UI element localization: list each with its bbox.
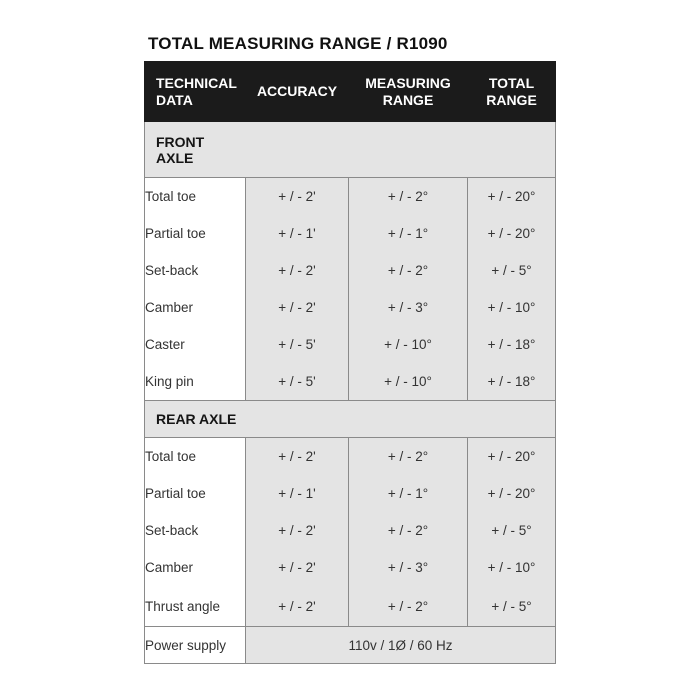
section-rear-axle [145, 401, 556, 438]
header-technical-data [145, 62, 246, 122]
table-row [145, 289, 556, 326]
total-range-value: + / - 20° [468, 438, 556, 476]
table-row [145, 363, 556, 401]
total-range-value: + / - 20° [468, 475, 556, 512]
table-row [145, 252, 556, 289]
measuring-range-value: + / - 2° [349, 178, 468, 216]
accuracy-value: + / - 2' [246, 586, 349, 627]
accuracy-value: + / - 2' [246, 512, 349, 549]
row-label: Set-back [145, 252, 246, 289]
row-label: King pin [145, 363, 246, 401]
measuring-range-table [144, 61, 556, 664]
header-total-range-line2: RANGE [486, 91, 537, 108]
row-label: Total toe [145, 438, 246, 476]
row-label: Set-back [145, 512, 246, 549]
total-range-value: + / - 20° [468, 178, 556, 216]
table-row [145, 586, 556, 627]
table-title: TOTAL MEASURING RANGE / R1090 [148, 34, 448, 53]
row-label: Thrust angle [145, 586, 246, 627]
row-label: Partial toe [145, 475, 246, 512]
accuracy-value: + / - 2' [246, 289, 349, 326]
power-supply-value: 110v / 1Ø / 60 Hz [246, 627, 556, 664]
header-total-range-line1: TOTAL [488, 74, 535, 91]
section-front-axle [145, 122, 556, 178]
row-label: Partial toe [145, 215, 246, 252]
header-measuring-range-line1: MEASURING [365, 74, 451, 91]
section-front-axle-label [145, 122, 556, 178]
table-row [145, 178, 556, 216]
accuracy-value: + / - 2' [246, 549, 349, 586]
measuring-range-value: + / - 1° [349, 475, 468, 512]
header-accuracy [246, 62, 349, 122]
table-row [145, 475, 556, 512]
measuring-range-value: + / - 3° [349, 289, 468, 326]
total-range-value: + / - 20° [468, 215, 556, 252]
header-total-range [468, 62, 556, 122]
header-measuring-range-line2: RANGE [382, 91, 434, 108]
accuracy-value: + / - 1' [246, 215, 349, 252]
measuring-range-value: + / - 10° [349, 326, 468, 363]
header-accuracy-label: ACCURACY [256, 83, 338, 99]
power-supply-label: Power supply [145, 627, 246, 664]
accuracy-value: + / - 5' [246, 326, 349, 363]
accuracy-value: + / - 2' [246, 252, 349, 289]
measuring-range-value: + / - 1° [349, 215, 468, 252]
section-rear-axle-label: REAR AXLE [145, 401, 556, 438]
total-range-value: + / - 18° [468, 326, 556, 363]
total-range-value: + / - 10° [468, 289, 556, 326]
table-row [145, 326, 556, 363]
row-label: Camber [145, 289, 246, 326]
accuracy-value: + / - 1' [246, 475, 349, 512]
header-technical-data-line2: DATA [156, 91, 193, 108]
total-range-value: + / - 5° [468, 512, 556, 549]
table-row [145, 512, 556, 549]
table-row [145, 549, 556, 586]
measuring-range-value: + / - 2° [349, 586, 468, 627]
header-row [145, 62, 556, 122]
power-supply-row [145, 627, 556, 664]
measuring-range-value: + / - 10° [349, 363, 468, 401]
table-row [145, 215, 556, 252]
front-axle-label-line2: AXLE [156, 149, 194, 166]
total-range-value: + / - 18° [468, 363, 556, 401]
table-row [145, 438, 556, 476]
header-measuring-range [349, 62, 468, 122]
measuring-range-value: + / - 2° [349, 252, 468, 289]
measuring-range-value: + / - 2° [349, 512, 468, 549]
front-axle-label-line1: FRONT [156, 133, 205, 150]
measuring-range-value: + / - 2° [349, 438, 468, 476]
accuracy-value: + / - 5' [246, 363, 349, 401]
accuracy-value: + / - 2' [246, 438, 349, 476]
accuracy-value: + / - 2' [246, 178, 349, 216]
total-range-value: + / - 5° [468, 586, 556, 627]
measuring-range-value: + / - 3° [349, 549, 468, 586]
row-label: Caster [145, 326, 246, 363]
total-range-value: + / - 5° [468, 252, 556, 289]
total-range-value: + / - 10° [468, 549, 556, 586]
header-technical-data-line1: TECHNICAL [156, 74, 237, 91]
row-label: Total toe [145, 178, 246, 216]
row-label: Camber [145, 549, 246, 586]
